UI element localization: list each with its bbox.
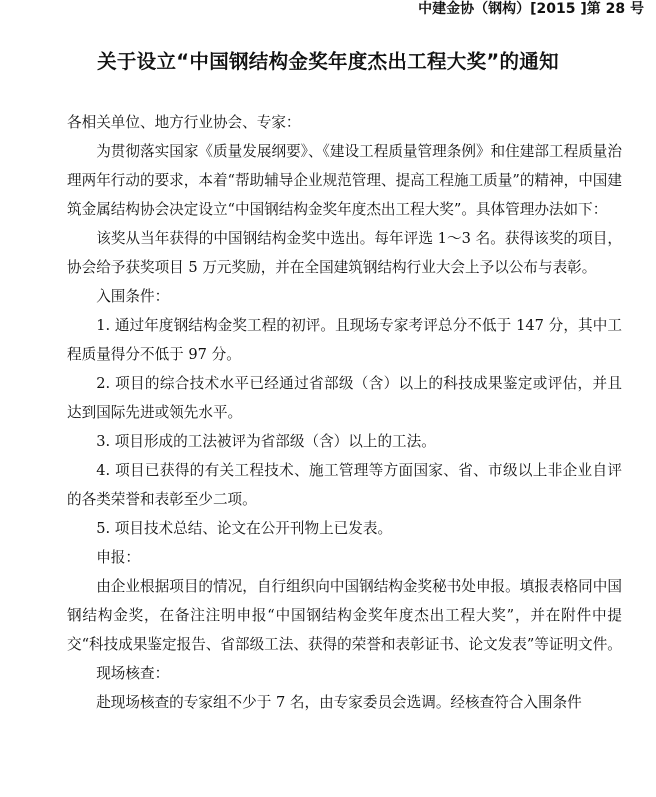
eligibility-item-4: 4. 项目已获得的有关工程技术、施工管理等方面国家、省、市级以上非企业自评的各类荣誉和表彰至少二项。 xyxy=(67,462,622,508)
section-heading-application: 申报： xyxy=(96,549,140,566)
paragraph-intro: 为贯彻落实国家《质量发展纲要》、《建设工程质量管理条例》和住建部工程质量治理两年行动的要求，本着“帮助辅导企业规范管理、提高工程施工质量”的精神，中国建筑金属结构协会决定设立“中国钢结构金奖年度杰出工程大奖”。具体管理办法如下： xyxy=(67,143,622,218)
eligibility-item-3: 3. 项目形成的工法被评为省部级（含）以上的工法。 xyxy=(96,433,436,450)
eligibility-item-2: 2. 项目的综合技术水平已经通过省部级（含）以上的科技成果鉴定或评估，并且达到国际先进或领先水平。 xyxy=(67,375,622,421)
paragraph-award-description: 该奖从当年获得的中国钢结构金奖中选出。每年评选 1～3 名。获得该奖的项目，协会给予获奖项目 5 万元奖励，并在全国建筑钢结构行业大会上予以公布与表彰。 xyxy=(67,230,622,276)
eligibility-item-1: 1. 通过年度钢结构金奖工程的初评。且现场专家考评总分不低于 147 分，其中工程质量得分不低于 97 分。 xyxy=(67,317,622,363)
document-body xyxy=(67,108,622,717)
paragraph-site-inspection: 赴现场核查的专家组不少于 7 名，由专家委员会选调。经核查符合入围条件 xyxy=(96,694,582,711)
section-heading-site-inspection: 现场核查： xyxy=(96,665,170,682)
paragraph-application: 由企业根据项目的情况，自行组织向中国钢结构金奖秘书处申报。填报表格同中国钢结构金奖，在备注注明申报“中国钢结构金奖年度杰出工程大奖”，并在附件中提交“科技成果鉴定报告、省部级工法、获得的荣誉和表彰证书、论文发表”等证明文件。 xyxy=(67,578,622,653)
salutation: 各相关单位、地方行业协会、专家： xyxy=(67,114,301,131)
document-title: 关于设立“中国钢结构金奖年度杰出工程大奖”的通知 xyxy=(97,50,559,73)
document-number: 中建金协（钢构）[2015 ]第 28 号 xyxy=(418,1,644,17)
eligibility-item-5: 5. 项目技术总结、论文在公开刊物上已发表。 xyxy=(96,520,393,537)
section-heading-eligibility: 入围条件： xyxy=(96,288,170,305)
